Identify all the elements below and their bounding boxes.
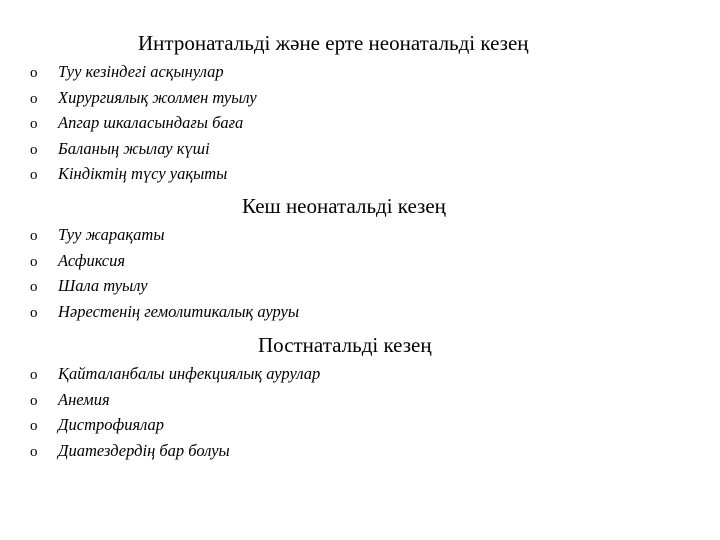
bullet-icon: o: [30, 65, 38, 81]
list-item: [30, 59, 257, 85]
section-heading-late-neonatal: Кеш неонатальді кезең: [242, 194, 446, 218]
list-item-label: Диатездердің бар болуы: [58, 440, 230, 460]
bullet-icon: o: [30, 392, 38, 409]
list-item-label: Апгар шкаласындағы баға: [58, 113, 244, 132]
list-item-label: Асфиксия: [58, 250, 126, 270]
bullet-icon: o: [30, 90, 38, 107]
list-item-label: Шала туылу: [58, 276, 148, 295]
list-item: [30, 248, 299, 274]
list-late-neonatal: [30, 222, 299, 324]
list-item-label: Хирургиялық жолмен туылу: [58, 87, 257, 107]
list-item: [30, 136, 257, 162]
list-item-label: Қайталанбалы инфекциялық аурулар: [58, 364, 321, 383]
section-heading-postnatal: Постнатальді кезең: [258, 333, 432, 357]
list-item-label: Кіндіктің түсу уақыты: [58, 164, 228, 183]
list-item-label: Туу кезіндегі асқынулар: [58, 62, 224, 81]
bullet-icon: o: [30, 253, 38, 270]
bullet-icon: o: [30, 443, 38, 460]
list-item: [30, 85, 257, 111]
bullet-icon: o: [30, 141, 38, 158]
bullet-icon: o: [30, 279, 38, 295]
section-heading-intranatal: Интронатальді және ерте неонатальді кезең: [138, 31, 529, 55]
list-item: [30, 161, 257, 187]
bullet-icon: o: [30, 304, 38, 321]
list-item-label: Нәрестенің гемолитикалық ауруы: [58, 301, 300, 321]
bullet-icon: o: [30, 116, 38, 132]
list-item-label: Баланың жылау күші: [58, 138, 210, 158]
list-postnatal: [30, 361, 320, 463]
list-item: [30, 438, 320, 464]
bullet-icon: o: [30, 418, 38, 434]
list-item: [30, 361, 320, 387]
list-item: [30, 299, 299, 325]
bullet-icon: o: [30, 228, 38, 244]
list-item: [30, 273, 299, 299]
list-item-label: Анемия: [58, 389, 110, 409]
list-item-label: Туу жарақаты: [58, 225, 165, 244]
bullet-icon: o: [30, 167, 38, 183]
list-item: [30, 222, 299, 248]
list-intranatal: [30, 59, 257, 187]
bullet-icon: o: [30, 367, 38, 383]
list-item-label: Дистрофиялар: [58, 415, 165, 434]
list-item: [30, 387, 320, 413]
list-item: [30, 412, 320, 438]
list-item: [30, 110, 257, 136]
